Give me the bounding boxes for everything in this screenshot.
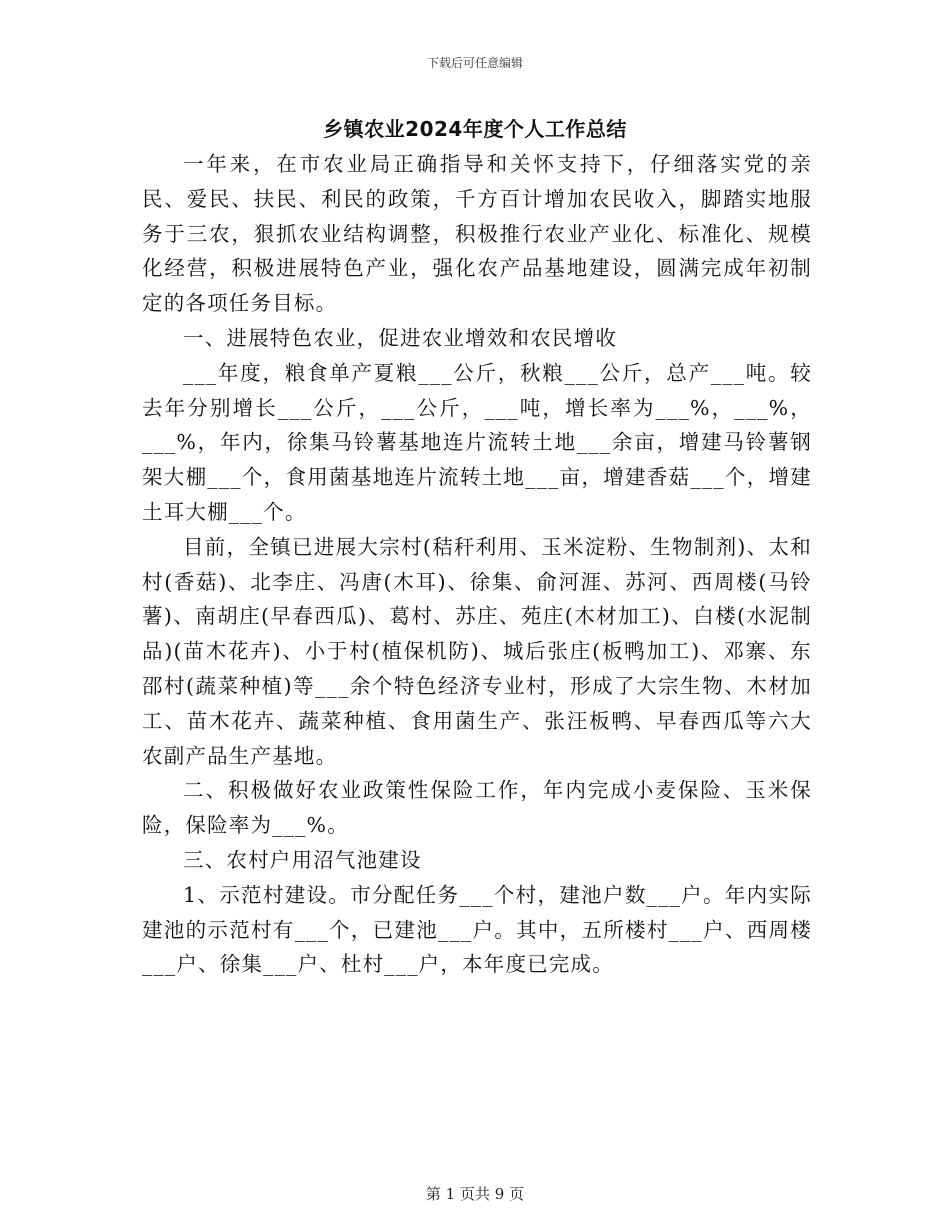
document-body [142, 147, 812, 982]
document-title: 乡镇农业2024年度个人工作总结 [323, 117, 627, 141]
section-heading-2: 二、积极做好农业政策性保险工作，年内完成小麦保险、玉米保险，保险率为___%。 [142, 778, 812, 838]
paragraph-demo-village: 1、示范村建设。市分配任务___个村，建池户数___户。年内实际建池的示范村有___个，已建池___户。其中，五所楼村___户、西周楼___户、徐集___户、杜村___户，本年度已完成。 [142, 882, 812, 977]
paragraph-grain-output: ___年度，粮食单产夏粮___公斤，秋粮___公斤，总产___吨。较去年分别增长___公斤，___公斤，___吨，增长率为___%，___%，___%，年内，徐集马铃薯基地连片流转土地___余亩，增建马铃薯钢架大棚___个，食用菌基地连片流转土地___亩，增建香菇___个，增建土耳大棚___个。 [142, 360, 812, 524]
header-note: 下载后可任意编辑 [426, 56, 523, 70]
section-heading-3: 三、农村户用沼气池建设 [183, 847, 422, 872]
page-number: 第 1 页共 9 页 [425, 1185, 525, 1203]
paragraph-specialty-villages: 目前，全镇已进展大宗村(秸秆利用、玉米淀粉、生物制剂)、太和村(香菇)、北李庄、冯唐(木耳)、徐集、俞河涯、苏河、西周楼(马铃薯)、南胡庄(早春西瓜)、葛村、苏庄、苑庄(木材加工)、白楼(水泥制品)(苗木花卉)、小于村(植保机防)、城后张庄(板鸭加工)、邓寨、东邵村(蔬菜种植)等___余个特色经济专业村，形成了大宗生物、木材加工、苗木花卉、蔬菜种植、食用菌生产、张汪板鸭、早春西瓜等六大农副产品生产基地。 [142, 534, 812, 768]
section-heading-1: 一、进展特色农业，促进农业增效和农民增收 [183, 325, 617, 350]
paragraph-intro: 一年来，在市农业局正确指导和关怀支持下，仔细落实党的亲民、爱民、扶民、利民的政策，千方百计增加农民收入，脚踏实地服务于三农，狠抓农业结构调整，积极推行农业产业化、标准化、规模化经营，积极进展特色产业，强化农产品基地建设，圆满完成年初制定的各项任务目标。 [142, 152, 812, 316]
